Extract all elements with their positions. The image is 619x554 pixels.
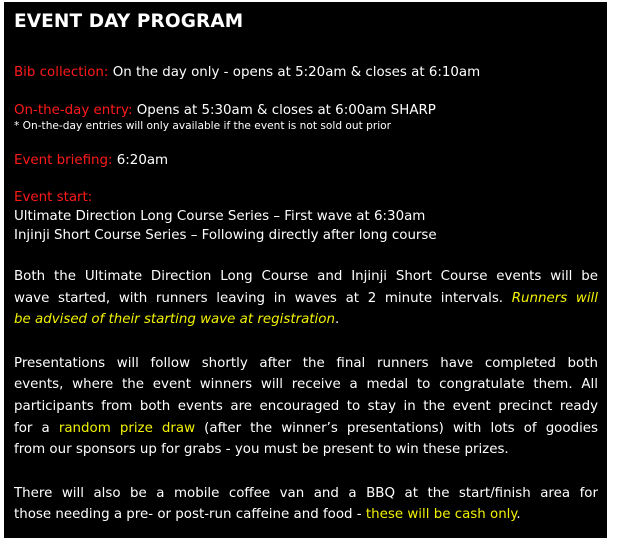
spacer [14, 170, 598, 188]
paragraph-text: There will also be a mobile coffee van and a BBQ at the start/finish area for [14, 485, 598, 501]
wave-start-paragraph [14, 266, 598, 331]
paragraph-text: from our sponsors up for grabs - you must be present to win these prizes. [14, 442, 509, 458]
entry-note: * On-the-day entries will only available if the event is not sold out prior [14, 120, 392, 132]
paragraph-line [14, 266, 598, 288]
spacer [14, 331, 598, 353]
spacer [14, 461, 598, 483]
spacer [14, 245, 598, 266]
paragraph-text: wave started, with runners leaving in waves at 2 minute intervals. [14, 290, 504, 306]
paragraph-line [14, 504, 598, 526]
paragraph-line [14, 374, 598, 396]
event-start-long-course: Ultimate Direction Long Course Series – First wave at 6:30am [14, 209, 426, 224]
entry-text: Opens at 5:30am & closes at 6:00am SHARP [136, 103, 436, 118]
entry-label: On-the-day entry: [14, 103, 133, 118]
bib-collection [14, 63, 598, 82]
highlight-text: random prize draw [58, 420, 196, 436]
event-briefing [14, 151, 598, 170]
paragraph-text: . [334, 312, 340, 328]
paragraph-text: events, where the event winners will receive a medal to congratulate them. All [14, 377, 598, 393]
paragraph-line [14, 396, 598, 418]
event-start [14, 188, 598, 245]
spacer [14, 82, 598, 101]
briefing-text: 6:20am [116, 153, 169, 168]
on-the-day-entry [14, 101, 598, 120]
presentations-paragraph [14, 353, 598, 461]
highlight-text: be advised of their starting wave at registration [14, 312, 335, 328]
paragraph-text: . [516, 507, 521, 523]
paragraph-line [14, 418, 598, 440]
event-program-panel [4, 2, 607, 538]
paragraph-text: Both the Ultimate Direction Long Course and Injinji Short Course events will be [14, 269, 598, 284]
paragraph-text: those needing a pre- or post-run caffeine and food - [14, 507, 362, 523]
paragraph-text: (after the winner’s presentations) with lots of goodies [204, 420, 599, 436]
coffee-paragraph [14, 483, 598, 526]
highlight-text: Runners will [511, 290, 598, 306]
event-start-short-course: Injinji Short Course Series – Following directly after long course [14, 228, 437, 243]
briefing-label: Event briefing: [14, 153, 113, 168]
bib-collection-label: Bib collection: [14, 65, 109, 80]
paragraph-line [14, 439, 598, 461]
event-start-label: Event start: [14, 190, 93, 205]
paragraph-line [14, 309, 598, 331]
bib-collection-text: On the day only - opens at 5:20am & closes at 6:10am [112, 65, 481, 80]
paragraph-text: participants from both events are encouraged to stay in the event precinct ready [14, 398, 598, 414]
paragraph-line [14, 483, 598, 505]
highlight-text: these will be cash only [365, 507, 517, 523]
paragraph-line [14, 288, 598, 310]
spacer [14, 133, 598, 151]
page-title: EVENT DAY PROGRAM [14, 11, 244, 32]
paragraph-text: Presentations will follow shortly after the final runners have completed both [14, 355, 598, 371]
paragraph-text: for a [14, 420, 50, 436]
paragraph-line [14, 353, 598, 375]
